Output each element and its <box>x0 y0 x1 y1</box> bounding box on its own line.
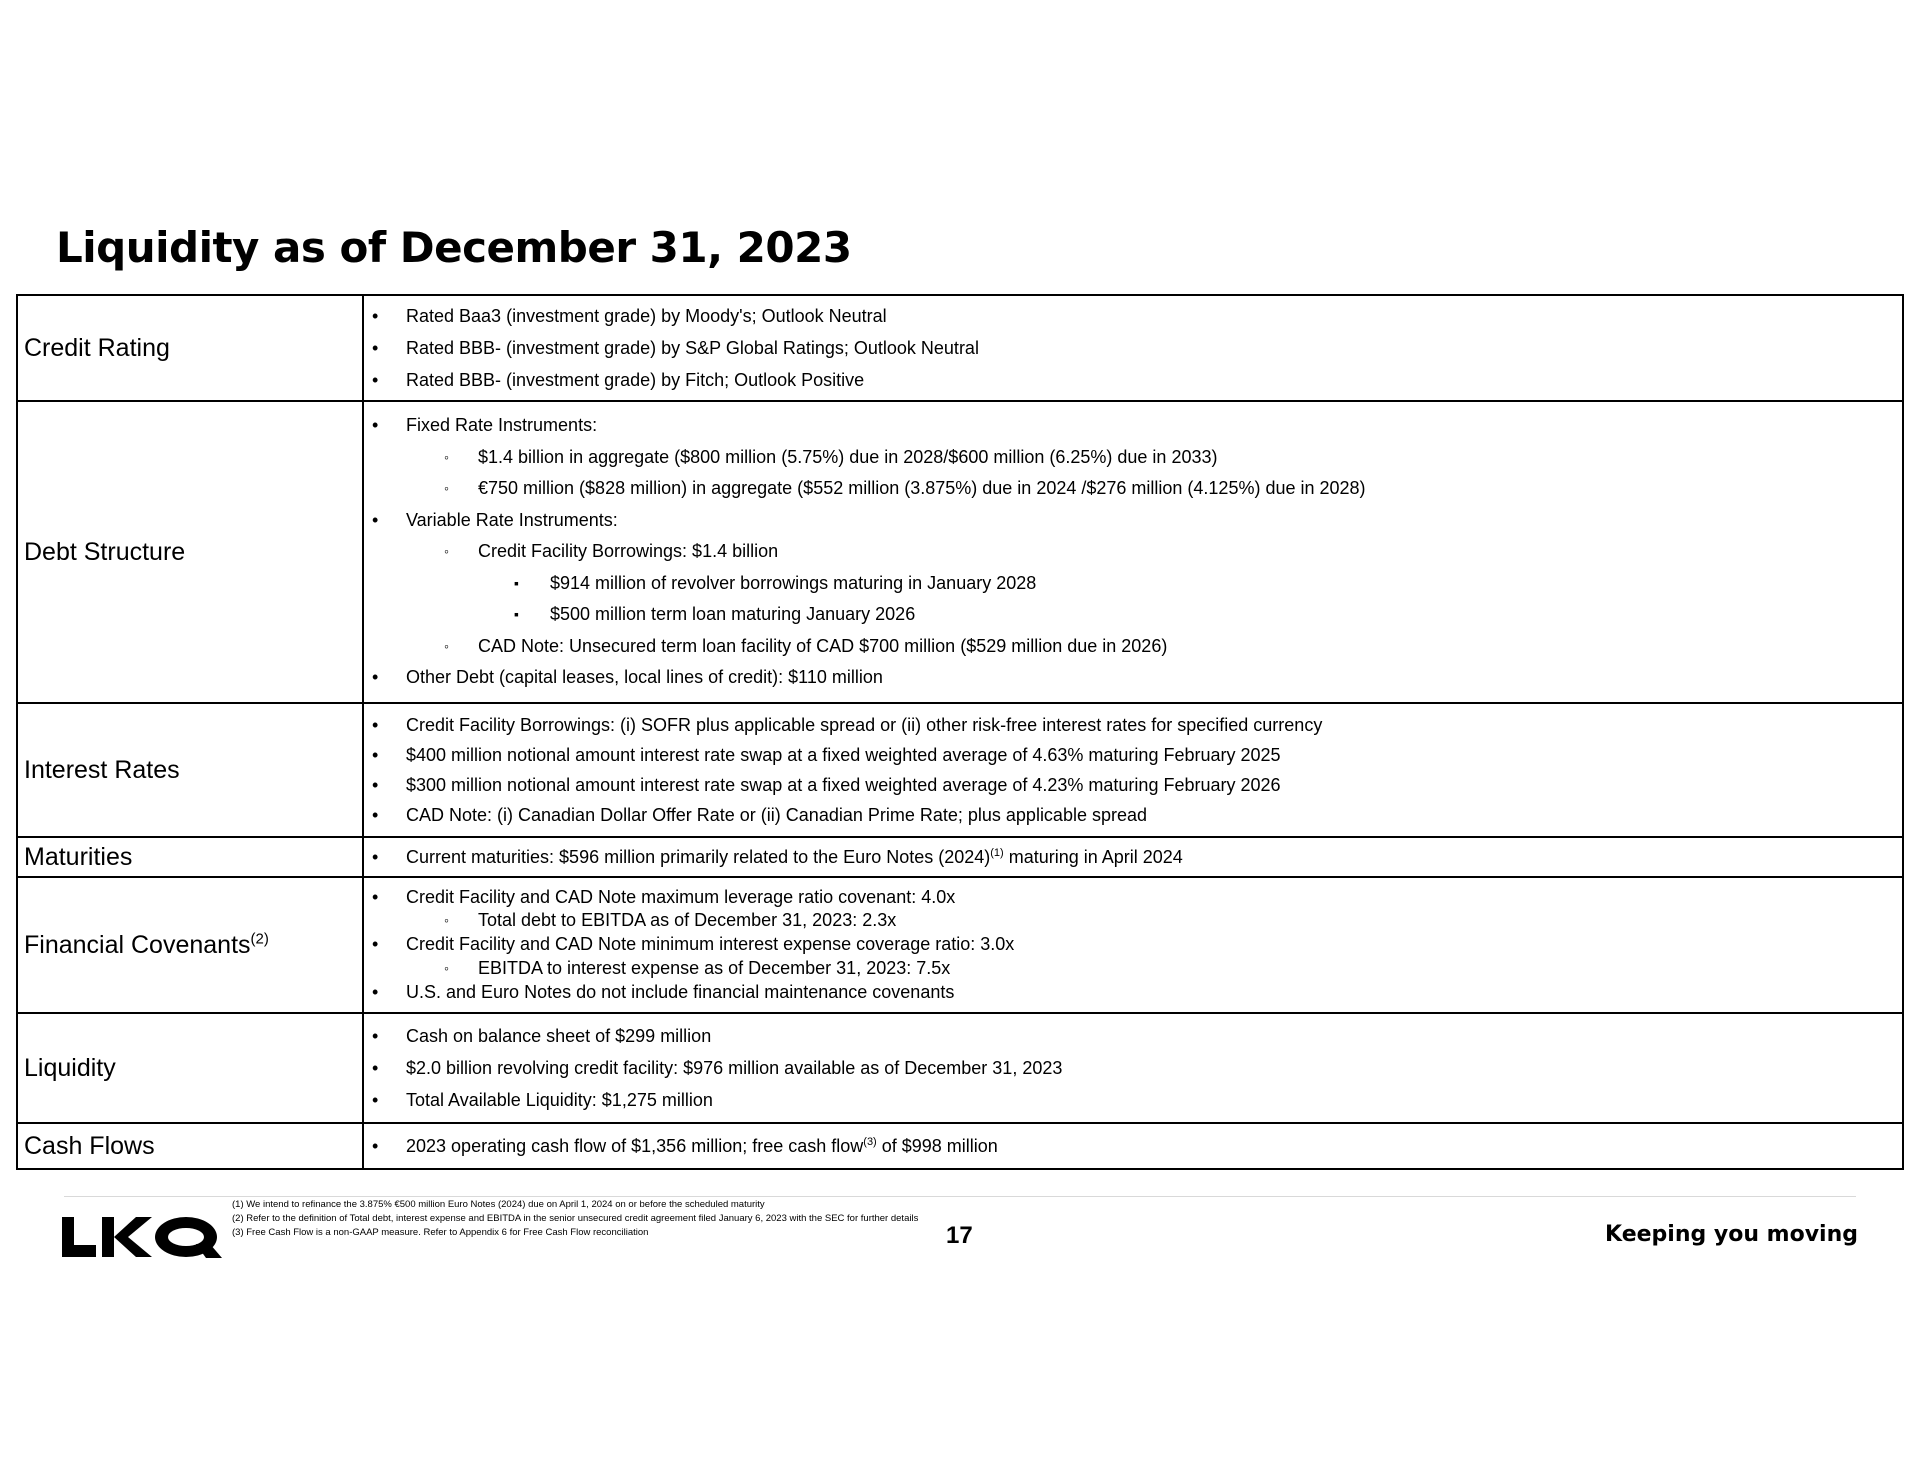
list-item: • Cash on balance sheet of $299 million <box>364 1020 1902 1052</box>
bullet-icon: • <box>372 805 379 825</box>
table-row <box>17 401 1903 703</box>
bullet-icon: • <box>372 509 379 530</box>
row-label-credit-rating: Credit Rating <box>17 295 363 401</box>
row-label-financial-covenants: Financial Covenants$^{(2)}$ <box>17 877 363 1013</box>
list-item: ▪ $500 million term loan maturing January 2026 <box>364 599 1902 631</box>
footnote-ref: (1) <box>990 847 1004 859</box>
footnotes <box>232 1198 1012 1240</box>
row-content-debt-structure <box>363 401 1903 703</box>
list-item: ◦ EBITDA to interest expense as of December 31, 2023: 7.5x <box>364 957 1902 981</box>
list-item: • Credit Facility and CAD Note maximum leverage ratio covenant: 4.0x <box>364 886 1902 910</box>
bullet-icon: • <box>372 934 379 955</box>
list-item: • $2.0 billion revolving credit facility: $976 million available as of December 31, 2023 <box>364 1052 1902 1084</box>
list-item: ◦ €750 million ($828 million) in aggregate ($552 million (3.875%) due in 2024 /$276 million (4.125%) due in 2028) <box>364 473 1902 505</box>
list-item: • Fixed Rate Instruments: <box>364 410 1902 442</box>
circle-bullet-icon: ◦ <box>444 480 449 497</box>
liquidity-table <box>16 294 1904 1170</box>
row-content-financial-covenants <box>363 877 1903 1013</box>
list-item: ◦ Credit Facility Borrowings: $1.4 billion <box>364 536 1902 568</box>
list-item: • Rated BBB- (investment grade) by Fitch; Outlook Positive <box>364 364 1902 396</box>
bullet-icon: • <box>372 775 379 795</box>
table-row <box>17 295 1903 401</box>
footnote: (1) We intend to refinance the 3.875% €500 million Euro Notes (2024) due on April 1, 2024 on or before the scheduled maturity <box>232 1199 765 1210</box>
list-item: ▪ $914 million of revolver borrowings maturing in January 2028 <box>364 568 1902 600</box>
table-row <box>17 1013 1903 1123</box>
square-bullet-icon: ▪ <box>514 574 519 591</box>
list-item: • $300 million notional amount interest rate swap at a fixed weighted average of 4.23% maturing February 2026 <box>364 770 1902 800</box>
row-content-liquidity <box>363 1013 1903 1123</box>
page-title: Liquidity as of December 31, 2023 <box>56 223 852 272</box>
lkq-logo-icon <box>62 1214 222 1260</box>
list-item: • Other Debt (capital leases, local lines of credit): $110 million <box>364 662 1902 694</box>
bullet-icon: • <box>372 981 379 1002</box>
bullet-icon: • <box>372 745 379 765</box>
row-label-debt-structure: Debt Structure <box>17 401 363 703</box>
bullet-icon: • <box>372 1090 379 1110</box>
lkq-logo <box>62 1214 222 1265</box>
bullet-icon: • <box>372 370 379 390</box>
row-content-interest-rates <box>363 703 1903 837</box>
list-item: • Current maturities: $596 million primarily related to the Euro Notes $(2024)^{(1)}$ maturing in April 2024 <box>364 842 1902 872</box>
footer-divider <box>64 1196 1856 1197</box>
list-item: • Rated BBB- (investment grade) by S&P Global Ratings; Outlook Neutral <box>364 332 1902 364</box>
list-item: • Credit Facility Borrowings: (i) SOFR plus applicable spread or (ii) other risk-free interest rates for specified currency <box>364 710 1902 740</box>
row-content-maturities <box>363 837 1903 877</box>
list-item: • Credit Facility and CAD Note minimum interest expense coverage ratio: 3.0x <box>364 933 1902 957</box>
bullet-icon: • <box>372 886 379 907</box>
bullet-icon: • <box>372 715 379 735</box>
footnote-ref: (3) <box>863 1136 877 1148</box>
list-item: • Total Available Liquidity: $1,275 million <box>364 1084 1902 1116</box>
list-item: • $400 million notional amount interest rate swap at a fixed weighted average of 4.63% maturing February 2025 <box>364 740 1902 770</box>
circle-bullet-icon: ◦ <box>444 637 449 654</box>
list-item: • 2023 operating cash flow of $1,356 million; free cash flow$^{(3)}$ of $998 million <box>364 1131 1902 1161</box>
table-row <box>17 1123 1903 1169</box>
page-number: 17 <box>946 1222 973 1249</box>
row-label-cash-flows: Cash Flows <box>17 1123 363 1169</box>
circle-bullet-icon: ◦ <box>444 912 449 929</box>
footnote: (3) Free Cash Flow is a non-GAAP measure. Refer to Appendix 6 for Free Cash Flow reconciliation <box>232 1227 649 1238</box>
list-item: ◦ Total debt to EBITDA as of December 31, 2023: 2.3x <box>364 909 1902 933</box>
row-label-maturities: Maturities <box>17 837 363 877</box>
footnote-ref: (2) <box>250 930 269 948</box>
bullet-icon: • <box>372 847 379 867</box>
circle-bullet-icon: ◦ <box>444 448 449 465</box>
list-item: • CAD Note: (i) Canadian Dollar Offer Rate or (ii) Canadian Prime Rate; plus applicable spread <box>364 800 1902 830</box>
square-bullet-icon: ▪ <box>514 606 519 623</box>
row-label-interest-rates: Interest Rates <box>17 703 363 837</box>
table-row <box>17 837 1903 877</box>
list-item: • Rated Baa3 (investment grade) by Moody's; Outlook Neutral <box>364 300 1902 332</box>
bullet-icon: • <box>372 1058 379 1078</box>
bullet-icon: • <box>372 415 379 436</box>
circle-bullet-icon: ◦ <box>444 543 449 560</box>
table-row <box>17 703 1903 837</box>
tagline: Keeping you moving <box>1605 1222 1858 1247</box>
row-content-credit-rating <box>363 295 1903 401</box>
row-label-liquidity: Liquidity <box>17 1013 363 1123</box>
bullet-icon: • <box>372 667 379 688</box>
circle-bullet-icon: ◦ <box>444 959 449 976</box>
bullet-icon: • <box>372 1136 379 1156</box>
footnote: (2) Refer to the definition of Total debt, interest expense and EBITDA in the senior unsecured credit agreement filed January 6, 2023 with the SEC for further details <box>232 1213 919 1224</box>
table-row <box>17 877 1903 1013</box>
list-item: • U.S. and Euro Notes do not include financial maintenance covenants <box>364 981 1902 1005</box>
list-item: ◦ $1.4 billion in aggregate ($800 million (5.75%) due in 2028/$600 million (6.25%) due in 2033) <box>364 442 1902 474</box>
row-content-cash-flows <box>363 1123 1903 1169</box>
bullet-icon: • <box>372 338 379 358</box>
bullet-icon: • <box>372 1026 379 1046</box>
list-item: ◦ CAD Note: Unsecured term loan facility of CAD $700 million ($529 million due in 2026) <box>364 631 1902 663</box>
list-item: • Variable Rate Instruments: <box>364 505 1902 537</box>
bullet-icon: • <box>372 306 379 326</box>
